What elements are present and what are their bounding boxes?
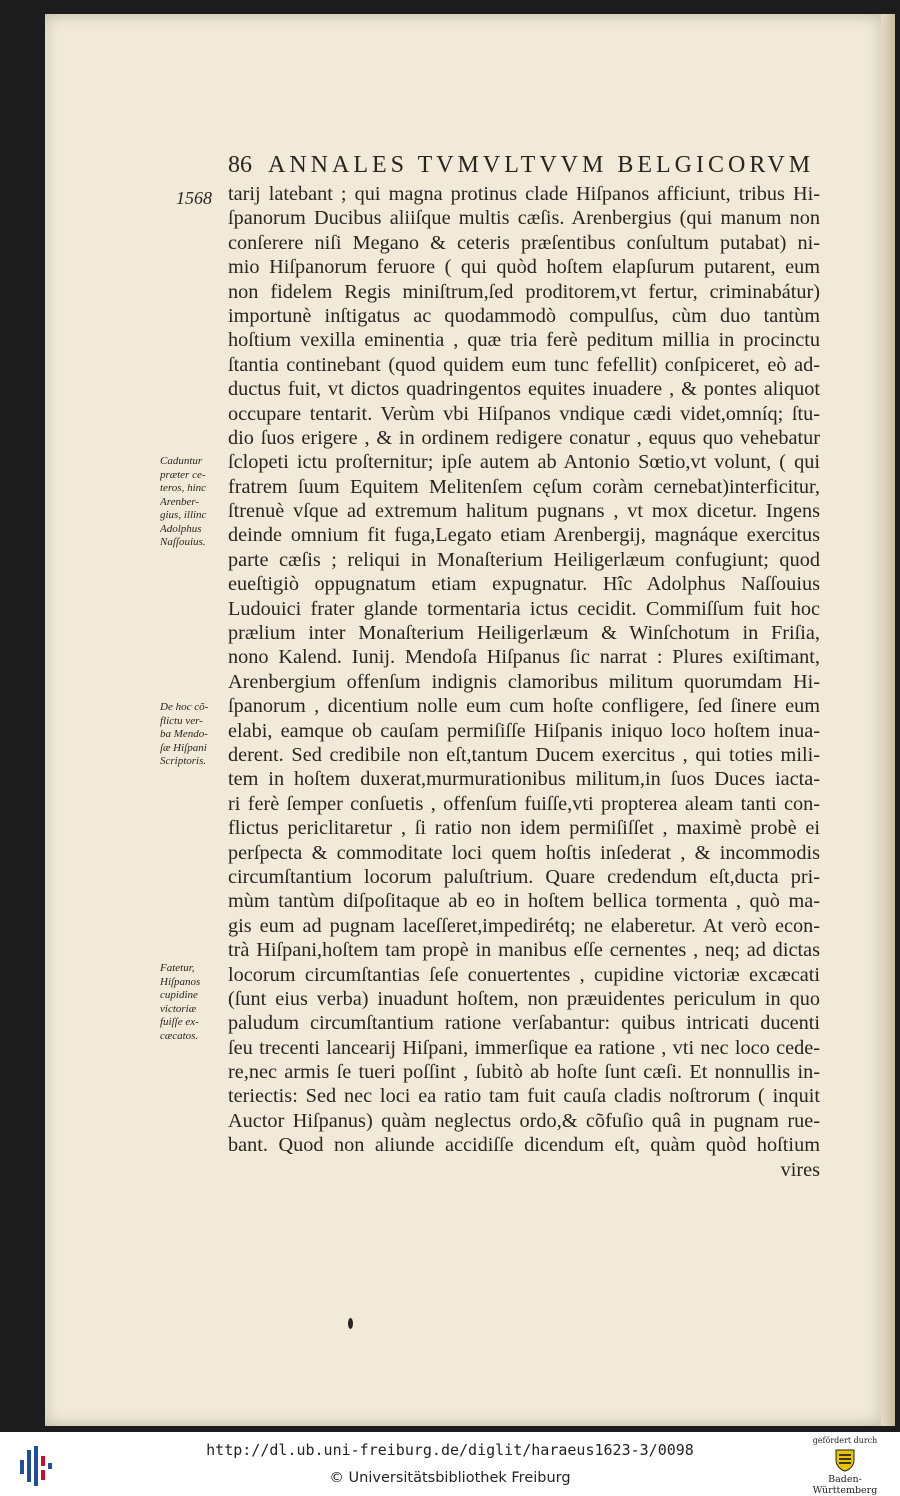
text-line: occupare tentarit. Verùm vbi Hiſpanos vndique cædi videt,omníq; ſtu- <box>228 402 820 425</box>
margin-note-line: victoriæ <box>160 1002 197 1015</box>
text-line: ſeu trecenti lancearij Hiſpani, immerſique ea ratione , vti nec loco cede- <box>228 1036 820 1059</box>
margin-note-fatetur <box>160 962 228 1043</box>
text-line: non fidelem Regis miniſtrum,ſed proditorem,vt fertur, criminabátur) <box>228 280 820 303</box>
margin-year: 1568 <box>176 188 212 208</box>
margin-note-line: præter ce- <box>160 468 206 481</box>
margin-note-caduntur <box>160 455 228 550</box>
text-line: prælium inter Monaſterium Heiligerlæum & Winſchotum in Friſia, <box>228 622 820 645</box>
text-line: ſpanorum Ducibus aliiſque multis cæſis. Arenbergius (qui manum non <box>228 207 820 230</box>
text-line: mùm tantùm diſpoſitaque ab eo in hoſtem bellica tormenta , quò ma- <box>228 890 820 913</box>
margin-note-line: Caduntur <box>160 455 203 467</box>
margin-note-line: Fatetur, <box>160 962 195 974</box>
text-line: ri ferè ſemper conſuetis , offenſum fuiſſe,vti propterea aleam tanti con- <box>228 792 820 815</box>
text-line: nono Kalend. Iunij. Mendoſa Hiſpanus ſic narrat : Plures exiſtimant, <box>228 646 820 669</box>
margin-note-de-hoc-conflictu <box>160 701 228 769</box>
text-line: eueſtigiò oppugnatum etiam expugnatur. Hîc Adolphus Naſſouius <box>228 573 820 596</box>
page-edge-shadow <box>881 14 895 1426</box>
margin-note-line: Hiſpanos <box>160 975 201 988</box>
text-line: hoſtium vexilla eminentia , quæ tria ferè peditum millia in procinctu <box>228 329 820 352</box>
text-line: flictus periclitaretur , ſi ratio non idem permiſiſſet , maximè probè ei <box>228 817 820 840</box>
viewer-footer <box>0 1432 900 1496</box>
catchword: vires <box>780 1158 820 1181</box>
text-line: fratrem ſuum Equitem Melitenſem cęſum coràm cernebat)interficitur, <box>228 475 820 498</box>
text-line: teriectis: Sed nec loci ea ratio tam fuit cauſa cladis noſtrorum ( inquit <box>228 1085 820 1108</box>
text-line: ſclopeti ictu proſternitur; ipſe autem ab Antonio Sœtio,vt volunt, ( qui <box>228 451 820 474</box>
running-title: ANNALES TVMVLTVVM BELGICORVM <box>268 152 815 178</box>
text-line: ductus fuit, vt dictos quadringentos equites inuadere , & pontes aliquot <box>228 378 820 401</box>
text-line: derent. Sed credibile non eſt,tantum Ducem exercitus , qui toties mili- <box>228 743 820 766</box>
margin-note-line: gius, illinc <box>160 509 207 521</box>
margin-note-line: cæcatos. <box>160 1029 199 1042</box>
text-line: paludum circumſtantium ratione verſabantur: quibus intricati ducenti <box>228 1012 820 1035</box>
text-line: elabi, eamque ob cauſam permiſiſſe Hiſpanis iniquo loco hoſtem inua- <box>228 719 820 742</box>
text-line: tarij latebant ; qui magna protinus clade Hiſpanos afficiunt, tribus Hi- <box>228 183 820 205</box>
text-line: ſtantia continebant (quod quidem eum tunc fefellit) conſpiceret, eò ad- <box>228 353 820 376</box>
text-line: parte cæſis ; reliqui in Monaſterium Heiligerlæum confugiunt; quod <box>228 548 820 571</box>
margin-note-line: fuiſſe ex- <box>160 1016 199 1028</box>
permalink-url[interactable]: http://dl.ub.uni-freiburg.de/diglit/haraeus1623-3/0098 <box>206 1441 694 1459</box>
state-crest-icon <box>832 1447 858 1473</box>
margin-note-line: ſæ Hiſpani <box>160 741 207 754</box>
text-line: Arenbergium offenſum indignis clamoribus militum quorumdam Hi- <box>228 670 820 693</box>
running-head <box>228 152 828 179</box>
text-line: perſpecta & commoditate loci quem hoſtis inſederat , & incommodis <box>228 841 820 864</box>
text-line: (ſunt eius verba) inuadunt hoſtem, non præuidentes periculum in quo <box>228 987 820 1010</box>
sponsor-name: Baden-Württemberg <box>812 1474 878 1496</box>
text-line: Ludouici frater glande tormentaria ictus cecidit. Commiſſum fuit hoc <box>228 597 820 620</box>
margin-note-line: teros, hinc <box>160 482 207 494</box>
page-number: 86 <box>228 152 252 178</box>
text-line: conſerere niſi Megano & ceteris præſentibus conſultum putabat) ni- <box>228 231 820 254</box>
text-line: locorum circumſtantias ſeſe conuertentes , cupidine victoriæ excæcati <box>228 963 820 986</box>
copyright-notice: © Universitätsbibliothek Freiburg <box>329 1470 571 1486</box>
text-line: dio ſuos erigere , & in ordinem redigere conatur , equus quo vehebatur <box>228 426 820 449</box>
margin-note-line: Arenber- <box>160 495 200 508</box>
margin-note-line: flictu ver- <box>160 714 203 727</box>
body-text <box>228 182 820 1182</box>
margin-note-line: Adolphus <box>160 522 202 535</box>
margin-note-line: ba Mendo- <box>160 728 208 740</box>
text-line: bant. Quod non aliunde accidiſſe dicendum eſt, quàm quòd hoſtium <box>228 1134 820 1157</box>
sponsor-label: gefördert durch <box>812 1436 878 1445</box>
margin-note-line: De hoc cõ- <box>160 701 209 713</box>
text-line: ſpanorum , dicentium nolle eum cum hoſte confligere, ſed ſinere eum <box>228 695 820 718</box>
text-line: tem in hoſtem duxerat,murmurationibus militum,in ſuos Duces iacta- <box>228 768 820 791</box>
text-line: Auctor Hiſpanus) quàm neglectus ordo,& cõfuſio quâ in pugnam rue- <box>228 1109 820 1132</box>
text-line: deinde omnium fit fuga,Legato etiam Arenbergij, magnáque exercitus <box>228 524 820 547</box>
text-line: ſtrenuè vſque ad extremum halitum pugnans , vt mox dicetur. Ingens <box>228 500 820 523</box>
margin-note-line: Naſſouius. <box>160 536 206 548</box>
text-line: trà Hiſpani,hoſtem tam propè in manibus eſſe cernentes , neq; ad dictas <box>228 939 820 962</box>
text-line: re,nec armis ſe tueri poſſint , ſubitò ab hoſte ſunt cæſi. Et nonnullis in- <box>228 1061 820 1084</box>
text-line: mio Hiſpanorum feruore ( qui quòd hoſtem elapſurum putarent, eum <box>228 256 820 279</box>
margin-note-line: cupidine <box>160 989 198 1001</box>
margin-note-line: Scriptoris. <box>160 755 207 767</box>
sponsor-block <box>800 1436 890 1496</box>
text-line: importunè inſtigatus ac quodammodò compulſus, cùm duo tantùm <box>228 304 820 327</box>
ink-mark <box>348 1318 353 1329</box>
text-line: gis eum ad pugnam laceſſeret,impedirétq; ne elaberetur. At verò econ- <box>228 914 820 937</box>
text-line: circumſtantium locorum paluſtrium. Quare credendum eſt,ducta pri- <box>228 865 820 888</box>
